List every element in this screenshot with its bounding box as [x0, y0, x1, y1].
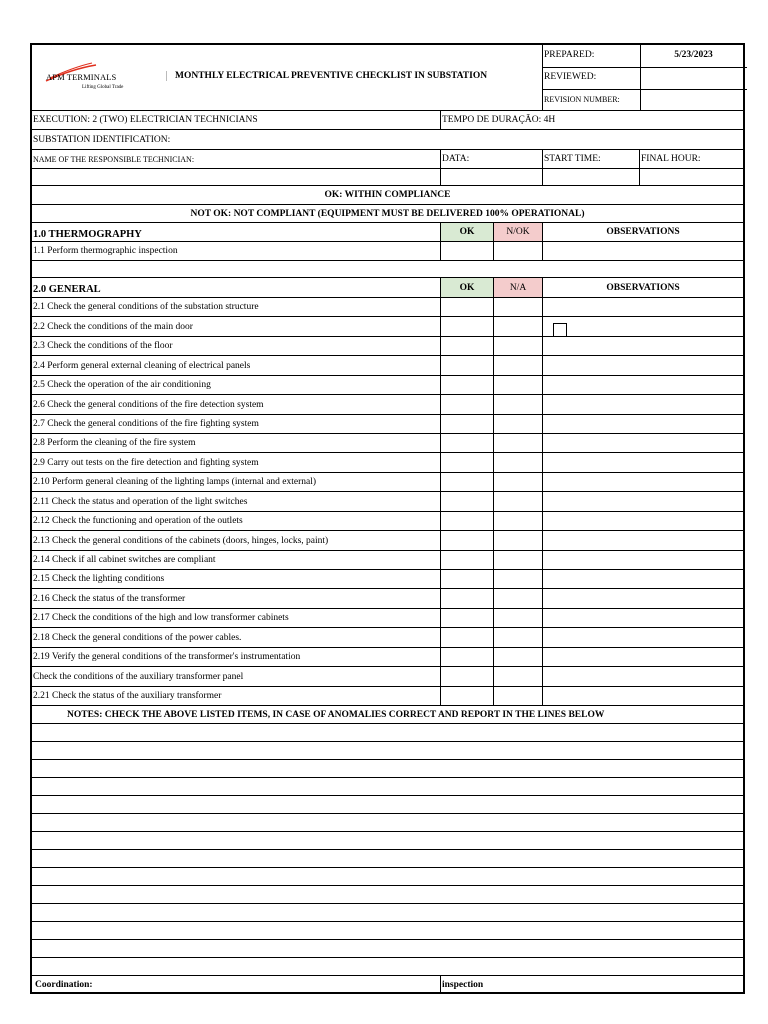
section1-col-ok: OK: [440, 223, 493, 241]
execution-row: [32, 111, 743, 130]
na-cell[interactable]: [493, 415, 542, 433]
prepared-label: PREPARED:: [544, 50, 595, 60]
section2-title: 2.0 GENERAL: [33, 284, 101, 295]
ok-cell[interactable]: [440, 687, 493, 705]
inspection-label: inspection: [440, 976, 743, 994]
note-line[interactable]: [32, 850, 743, 868]
checklist-item-label: 2.9 Carry out tests on the fire detection and fighting system: [33, 457, 259, 468]
note-line[interactable]: [32, 760, 743, 778]
checklist-row: [32, 395, 743, 415]
revision-value[interactable]: [640, 89, 747, 110]
checklist-row: [32, 589, 743, 609]
checklist-item-label: 2.4 Perform general external cleaning of electrical panels: [33, 360, 251, 371]
ok-cell[interactable]: [440, 453, 493, 472]
checklist-item-label: 2.16 Check the status of the transformer: [33, 593, 186, 604]
ok-cell[interactable]: [440, 298, 493, 316]
na-cell[interactable]: [493, 395, 542, 414]
section1-header: [32, 223, 743, 242]
ok-cell[interactable]: [440, 395, 493, 414]
page-title: MONTHLY ELECTRICAL PREVENTIVE CHECKLIST IN SUBSTATION: [175, 71, 488, 81]
checklist-item-label: 2.1 Check the general conditions of the substation structure: [33, 302, 259, 312]
observation-cell[interactable]: [542, 376, 743, 394]
logo-text: APM TERMINALS: [46, 72, 117, 82]
ok-cell[interactable]: [440, 628, 493, 647]
checklist-row: [32, 628, 743, 648]
observation-cell[interactable]: [542, 242, 743, 260]
footer-row: [32, 976, 743, 994]
section2-col-na: N/A: [493, 278, 542, 297]
checklist-item-label: 2.21 Check the status of the auxiliary transformer: [33, 691, 222, 701]
na-cell[interactable]: [493, 609, 542, 627]
note-line[interactable]: [32, 922, 743, 940]
checklist-row: [32, 512, 743, 531]
ok-cell[interactable]: [440, 531, 493, 550]
na-cell[interactable]: [493, 570, 542, 588]
prepared-value: 5/23/2023: [674, 50, 713, 60]
checklist-row: [32, 376, 743, 395]
observation-cell[interactable]: [542, 298, 743, 316]
checklist-row: [32, 473, 743, 492]
na-cell[interactable]: [493, 648, 542, 666]
na-cell[interactable]: [493, 434, 542, 452]
legend-ok: OK: WITHIN COMPLIANCE: [324, 190, 451, 200]
apm-logo: [32, 45, 172, 109]
checklist-item-label: 2.11 Check the status and operation of the light switches: [33, 496, 248, 507]
ok-cell[interactable]: [440, 356, 493, 375]
technician-label: NAME OF THE RESPONSIBLE TECHNICIAN:: [33, 154, 195, 164]
na-cell[interactable]: [493, 337, 542, 355]
spacer-row: [32, 261, 743, 278]
checklist-item-label: Check the conditions of the auxiliary transformer panel: [33, 671, 244, 682]
observation-cell[interactable]: [542, 648, 743, 666]
observation-cell[interactable]: [542, 551, 743, 569]
section1-col-na: N/OK: [493, 223, 542, 241]
checklist-item-label: 2.12 Check the functioning and operation of the outlets: [33, 516, 243, 526]
na-cell[interactable]: [493, 317, 542, 336]
na-cell[interactable]: [493, 667, 542, 686]
checklist-row: [32, 531, 743, 551]
notes-text: NOTES: CHECK THE ABOVE LISTED ITEMS, IN CASE OF ANOMALIES CORRECT AND REPORT IN THE LINES BELOW: [67, 709, 605, 720]
observation-cell[interactable]: [542, 531, 743, 550]
na-cell[interactable]: [493, 242, 542, 260]
ok-cell[interactable]: [440, 609, 493, 627]
na-cell[interactable]: [493, 356, 542, 375]
ok-cell[interactable]: [440, 551, 493, 569]
coordination-label: Coordination:: [35, 980, 93, 990]
note-line[interactable]: [32, 832, 743, 850]
ok-cell[interactable]: [440, 648, 493, 666]
note-line[interactable]: [32, 796, 743, 814]
substation-label: SUBSTATION IDENTIFICATION:: [33, 134, 171, 145]
legend-notok-row: [32, 205, 743, 223]
technician-row: [32, 150, 743, 169]
ok-cell[interactable]: [440, 473, 493, 491]
reviewed-value[interactable]: [640, 67, 747, 89]
na-cell[interactable]: [493, 512, 542, 530]
na-cell[interactable]: [493, 531, 542, 550]
na-cell[interactable]: [493, 492, 542, 511]
final-hour-label: FINAL HOUR:: [639, 150, 743, 168]
checklist-row: [32, 298, 743, 317]
observation-cell[interactable]: [542, 667, 743, 686]
checklist-row: [32, 337, 743, 356]
na-cell[interactable]: [493, 551, 542, 569]
notes-row: [32, 706, 743, 724]
legend-ok-row: [32, 186, 743, 205]
checklist-row: [32, 453, 743, 473]
checklist-item-label: 2.13 Check the general conditions of the cabinets (doors, hinges, locks, paint): [33, 535, 329, 546]
observation-cell[interactable]: [542, 434, 743, 452]
checklist-item-label: 2.2 Check the conditions of the main door: [33, 321, 193, 332]
checklist-item-label: 2.10 Perform general cleaning of the lighting lamps (internal and external): [33, 477, 317, 487]
header-meta: [542, 45, 747, 110]
observation-cell[interactable]: [542, 589, 743, 608]
na-cell[interactable]: [493, 298, 542, 316]
legend-not-ok: NOT OK: NOT COMPLIANT (EQUIPMENT MUST BE DELIVERED 100% OPERATIONAL): [190, 208, 585, 219]
note-line[interactable]: [32, 958, 743, 976]
ok-cell[interactable]: [440, 242, 493, 260]
checklist-item-label: 2.6 Check the general conditions of the fire detection system: [33, 399, 264, 410]
checklist-row: [32, 551, 743, 570]
header-block: [32, 45, 743, 111]
checklist-item-label: 2.15 Check the lighting conditions: [33, 574, 165, 584]
na-cell[interactable]: [493, 687, 542, 705]
checklist-row: [32, 317, 743, 337]
section2-col-obs: OBSERVATIONS: [542, 278, 743, 297]
section1-col-obs: OBSERVATIONS: [542, 223, 743, 241]
start-time-field[interactable]: [542, 169, 639, 185]
execution-text: EXECUTION: 2 (TWO) ELECTRICIAN TECHNICIANS: [33, 115, 258, 125]
checklist-row: [32, 434, 743, 453]
revision-label: REVISION NUMBER:: [544, 95, 620, 104]
ok-cell[interactable]: [440, 667, 493, 686]
checklist-row: [32, 648, 743, 667]
observation-cell[interactable]: [542, 317, 743, 336]
observation-cell[interactable]: [542, 609, 743, 627]
na-cell[interactable]: [493, 628, 542, 647]
note-line[interactable]: [32, 904, 743, 922]
observation-cell[interactable]: [542, 453, 743, 472]
ok-cell[interactable]: [440, 337, 493, 355]
checklist-row: [32, 667, 743, 687]
section2-header: [32, 278, 743, 298]
logo-tagline: Lifting Global Trade: [82, 85, 124, 90]
ok-cell[interactable]: [440, 376, 493, 394]
checklist-item-label: 2.17 Check the conditions of the high and low transformer cabinets: [33, 613, 289, 623]
checklist-item-label: 2.18 Check the general conditions of the power cables.: [33, 632, 242, 643]
note-line[interactable]: [32, 940, 743, 958]
checklist-row: [32, 415, 743, 434]
ok-cell[interactable]: [440, 512, 493, 530]
reviewed-label: REVIEWED:: [544, 72, 597, 82]
na-cell[interactable]: [493, 589, 542, 608]
observation-cell[interactable]: [542, 337, 743, 355]
observation-cell[interactable]: [542, 512, 743, 530]
note-line[interactable]: [32, 886, 743, 904]
checklist-item-label: 2.14 Check if all cabinet switches are compliant: [33, 555, 216, 565]
checklist-row: [32, 356, 743, 376]
start-time-label: START TIME:: [542, 150, 639, 168]
checklist-row: [32, 570, 743, 589]
substation-row[interactable]: [32, 130, 743, 150]
observation-cell[interactable]: [542, 492, 743, 511]
observation-cell[interactable]: [542, 473, 743, 491]
checklist-item-label: 2.8 Perform the cleaning of the fire system: [33, 438, 196, 448]
duration-text: TEMPO DE DURAÇÃO: 4H: [440, 111, 743, 129]
observation-cell[interactable]: [542, 687, 743, 705]
technician-field[interactable]: [32, 169, 440, 185]
ok-cell[interactable]: [440, 492, 493, 511]
ok-cell[interactable]: [440, 415, 493, 433]
ok-cell[interactable]: [440, 434, 493, 452]
checklist-row: [32, 609, 743, 628]
ok-cell[interactable]: [440, 570, 493, 588]
section2-col-ok: OK: [440, 278, 493, 297]
observation-cell[interactable]: [542, 628, 743, 647]
ok-cell[interactable]: [440, 589, 493, 608]
checklist-row: [32, 687, 743, 706]
ok-cell[interactable]: [440, 317, 493, 336]
date-field[interactable]: [440, 169, 542, 185]
note-line[interactable]: [32, 814, 743, 832]
section1-title: 1.0 THERMOGRAPHY: [33, 228, 142, 240]
checklist-item-label: 2.7 Check the general conditions of the fire fighting system: [33, 419, 259, 429]
technician-entry-row: [32, 169, 743, 186]
na-cell[interactable]: [493, 376, 542, 394]
checklist-item-label: 2.5 Check the operation of the air conditioning: [33, 380, 211, 390]
observation-cell[interactable]: [542, 415, 743, 433]
observation-cell[interactable]: [542, 570, 743, 588]
checklist-item-label: 2.19 Verify the general conditions of the transformer's instrumentation: [33, 652, 301, 662]
checklist-item-label: 1.1 Perform thermographic inspection: [33, 246, 178, 256]
checklist-sheet: [30, 43, 745, 994]
note-line[interactable]: [32, 778, 743, 796]
logo-divider: [166, 71, 167, 81]
final-hour-field[interactable]: [639, 169, 743, 185]
checklist-item-label: 2.3 Check the conditions of the floor: [33, 341, 173, 351]
note-line[interactable]: [32, 724, 743, 742]
observation-cell[interactable]: [542, 356, 743, 375]
date-label: DATA:: [440, 150, 542, 168]
na-cell[interactable]: [493, 453, 542, 472]
observation-cell[interactable]: [542, 395, 743, 414]
na-cell[interactable]: [493, 473, 542, 491]
note-line[interactable]: [32, 742, 743, 760]
note-line[interactable]: [32, 868, 743, 886]
checklist-row: [32, 492, 743, 512]
checklist-row: [32, 242, 743, 261]
